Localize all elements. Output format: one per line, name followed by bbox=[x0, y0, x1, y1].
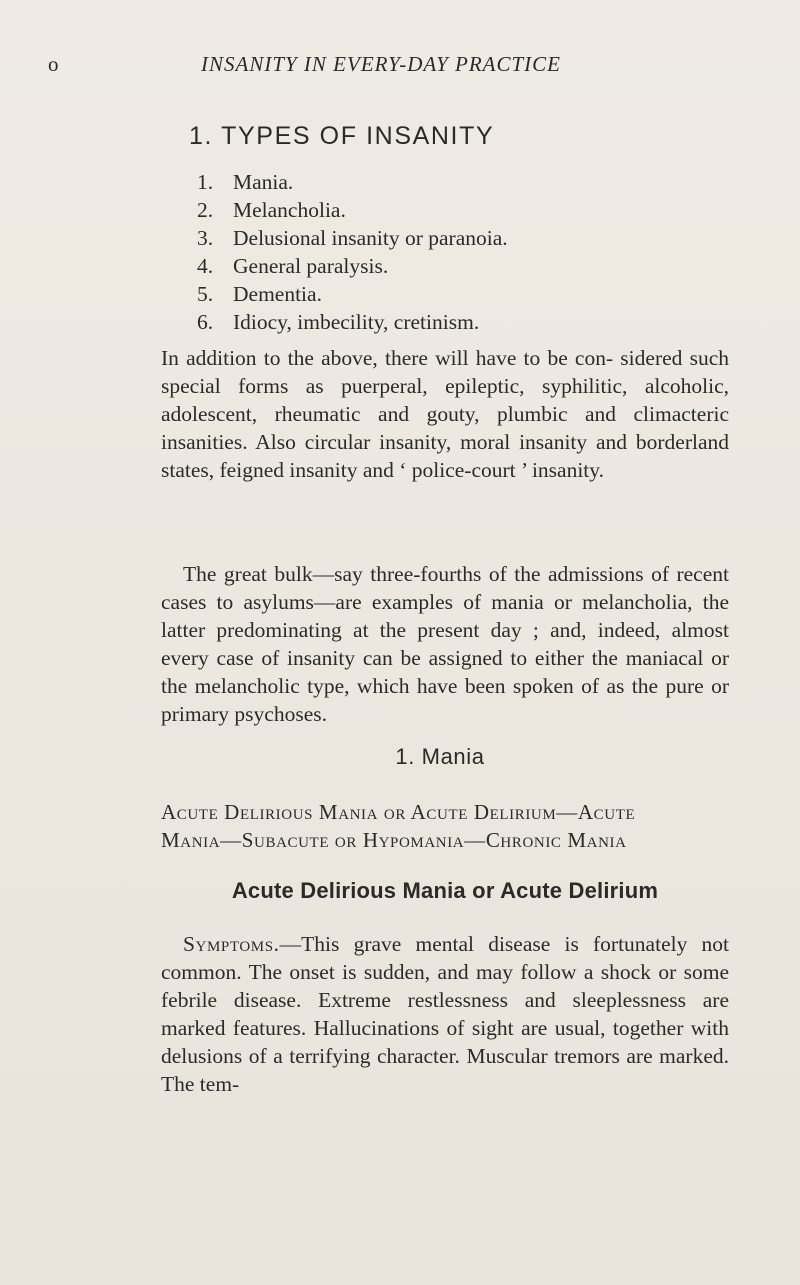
running-head-title: INSANITY IN EVERY-DAY PRACTICE bbox=[201, 52, 561, 76]
list-item-label: Mania. bbox=[233, 170, 294, 194]
mania-subtypes-line-1: Acute Delirious Mania or Acute Delirium—Acute bbox=[161, 800, 636, 824]
mania-heading bbox=[0, 744, 800, 770]
mania-subtypes-line-2: Mania—Subacute or Hypomania—Chronic Mania bbox=[161, 828, 627, 852]
list-item-label: Idiocy, imbecility, cretinism. bbox=[233, 310, 480, 334]
list-item-label: General paralysis. bbox=[233, 254, 389, 278]
section-heading: 1. TYPES OF INSANITY bbox=[189, 122, 495, 150]
list-item-label: Delusional insanity or paranoia. bbox=[233, 226, 508, 250]
list-item bbox=[197, 224, 508, 252]
page-folio: o bbox=[48, 52, 60, 76]
list-item-label: Melancholia. bbox=[233, 198, 346, 222]
symptoms-lead: Symptoms. bbox=[183, 932, 280, 956]
list-item bbox=[197, 168, 508, 196]
paragraph-great-bulk: The great bulk—say three-fourths of the admissions of recent cases to asylums—are examples of mania or melancholia, the latter predominating at the present day ; and, indeed, almost every case of insanity can be assigned to either the maniacal or the melancholic type, which have been spoken of as the pure or primary psychoses. bbox=[161, 562, 729, 726]
list-item bbox=[197, 308, 508, 336]
list-item-number: 1. bbox=[197, 170, 214, 194]
mania-subtypes bbox=[161, 798, 729, 854]
mania-heading-text: 1. Mania bbox=[395, 744, 485, 769]
acute-delirium-heading: Acute Delirious Mania or Acute Delirium bbox=[231, 878, 659, 903]
paragraph-special-forms: In addition to the above, there will have to be con- sidered such special forms as puerperal, epileptic, syphilitic, alcoholic, adolescent, rheumatic and gouty, plumbic and climacteric insanities. Also circular insanity, moral insanity and borderland states, feigned insanity and ‘ police-court ’ insanity. bbox=[161, 346, 729, 482]
paragraph-symptoms bbox=[161, 930, 729, 1098]
list-item bbox=[197, 252, 508, 280]
list-item-number: 4. bbox=[197, 254, 214, 278]
list-item bbox=[197, 196, 508, 224]
list-item bbox=[197, 280, 508, 308]
list-item-number: 3. bbox=[197, 226, 214, 250]
list-item-number: 6. bbox=[197, 310, 214, 334]
list-item-number: 2. bbox=[197, 198, 214, 222]
list-item-label: Dementia. bbox=[233, 282, 322, 306]
types-list bbox=[197, 168, 508, 336]
list-item-number: 5. bbox=[197, 282, 214, 306]
running-head bbox=[48, 52, 748, 78]
symptoms-text: —This grave mental disease is fortunately not common. The onset is sudden, and may follow a shock or some febrile disease. Extreme restlessness and sleeplessness are marked features. Hallucinations of sight are usual, together with delusions of a terrifying character. Muscular tremors are marked. The tem- bbox=[161, 932, 729, 1096]
